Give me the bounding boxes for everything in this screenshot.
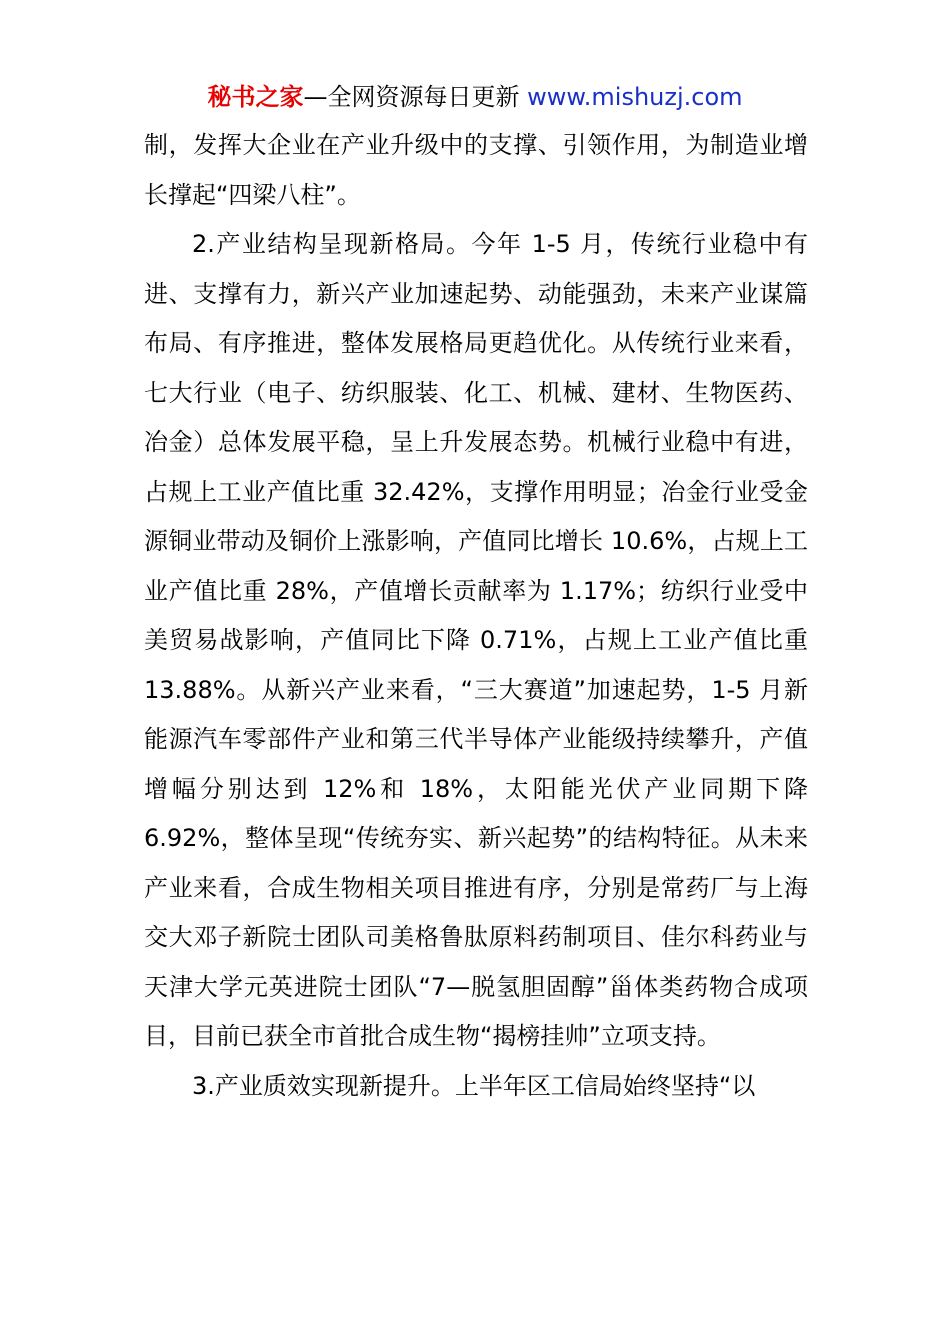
- brand-name: 秘书之家: [207, 83, 304, 111]
- page-header: [0, 80, 950, 114]
- paragraph-industry-structure: 2.产业结构呈现新格局。今年 1-5 月，传统行业稳中有进、支撑有力，新兴产业加速起势、动能强劲，未来产业谋篇布局、有序推进，整体发展格局更趋优化。从传统行业来看，七大行业（电子、纺织服装、化工、机械、建材、生物医药、冶金）总体发展平稳，呈上升发展态势。机械行业稳中有进，占规上工业产值比重 32.42%，支撑作用明显；冶金行业受金源铜业带动及铜价上涨影响，产值同比增长 10.6%，占规上工业产值比重 28%，产值增长贡献率为 1.17%；纺织行业受中美贸易战影响，产值同比下降 0.71%，占规上工业产值比重 13.88%。从新兴产业来看，“三大赛道”加速起势，1-5 月新能源汽车零部件产业和第三代半导体产业能级持续攀升，产值增幅分别达到 12%和 18%，太阳能光伏产业同期下降 6.92%，整体呈现“传统夯实、新兴起势”的结构特征。从未来产业来看，合成生物相关项目推进有序，分别是常药厂与上海交大邓子新院士团队司美格鲁肽原料药制项目、佳尔科药业与天津大学元英进院士团队“7—脱氢胆固醇”甾体类药物合成项目，目前已获全市首批合成生物“揭榜挂帅”立项支持。: [144, 230, 808, 1050]
- paragraph-industry-quality: 3.产业质效实现新提升。上半年区工信局始终坚持“以: [192, 1071, 756, 1100]
- document-body: [144, 121, 808, 1111]
- paragraph-continuation: 制，发挥大企业在产业升级中的支撑、引领作用，为制造业增长撑起“四梁八柱”。: [144, 131, 808, 209]
- header-tagline: —全网资源每日更新: [303, 83, 528, 111]
- website-link[interactable]: www.mishuzj.com: [527, 83, 743, 111]
